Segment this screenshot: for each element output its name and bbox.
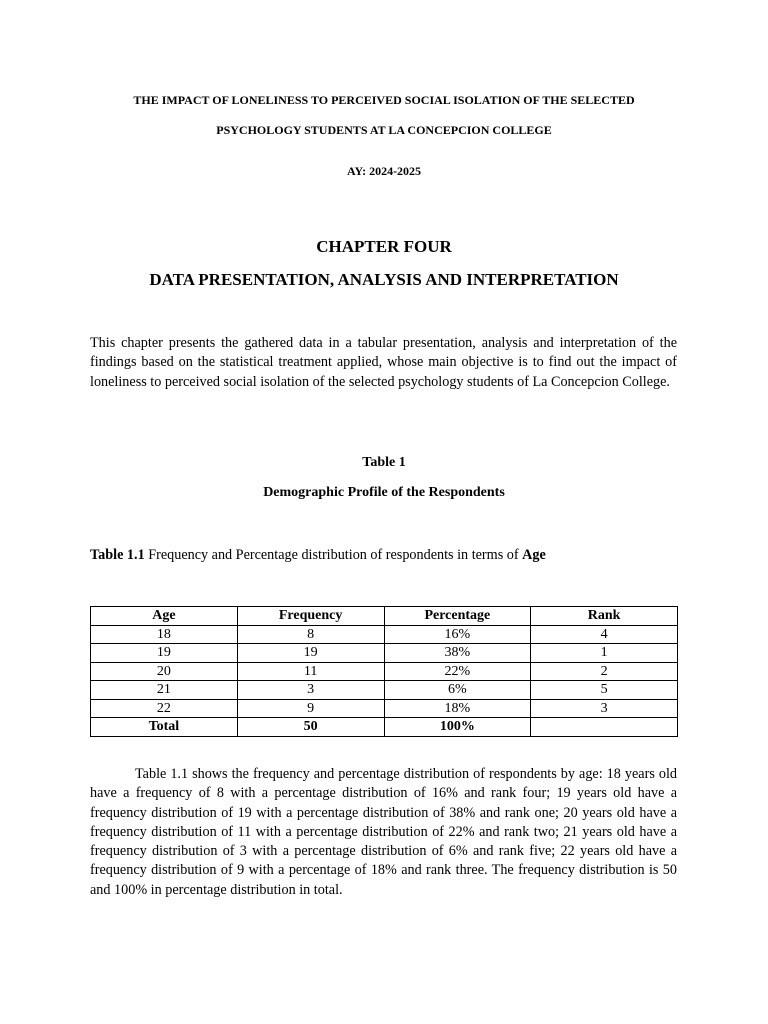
table-header-row: [91, 607, 678, 626]
table-title: Demographic Profile of the Respondents: [263, 485, 505, 500]
cell-total-percentage: 100%: [384, 718, 531, 737]
cell-total-rank: [531, 718, 678, 737]
chapter-title: DATA PRESENTATION, ANALYSIS AND INTERPRETATION: [149, 270, 619, 289]
table-row: [91, 662, 678, 681]
cell-age: 22: [91, 699, 238, 718]
cell-rank: 1: [531, 644, 678, 663]
table-total-row: [91, 718, 678, 737]
research-title-line-2: PSYCHOLOGY STUDENTS AT LA CONCEPCION COLLEGE: [216, 123, 552, 137]
cell-frequency: 3: [237, 681, 384, 700]
table-caption-text: Frequency and Percentage distribution of respondents in terms of: [144, 547, 523, 563]
table-row: [91, 699, 678, 718]
cell-percentage: 38%: [384, 644, 531, 663]
cell-total-frequency: 50: [237, 718, 384, 737]
cell-age: 19: [91, 644, 238, 663]
cell-rank: 5: [531, 681, 678, 700]
cell-percentage: 18%: [384, 699, 531, 718]
cell-age: 18: [91, 625, 238, 644]
header-rank: Rank: [531, 607, 678, 626]
cell-age: 20: [91, 662, 238, 681]
chapter-number: CHAPTER FOUR: [316, 237, 452, 256]
cell-frequency: 9: [237, 699, 384, 718]
table-label: Table 1: [362, 455, 406, 470]
cell-total-label: Total: [91, 718, 238, 737]
cell-age: 21: [91, 681, 238, 700]
academic-year: AY: 2024-2025: [346, 164, 422, 178]
header-percentage: Percentage: [384, 607, 531, 626]
cell-frequency: 8: [237, 625, 384, 644]
table-row: [91, 681, 678, 700]
table-caption: [90, 546, 690, 565]
cell-rank: 3: [531, 699, 678, 718]
cell-percentage: 22%: [384, 662, 531, 681]
table-caption-emphasis: Age: [522, 547, 546, 563]
analysis-paragraph: Table 1.1 shows the frequency and percentage distribution of respondents by age: 18 years old have a frequency of 8 with a percentage distribution of 16% and rank four; 19 years old have a frequency distribution of 19 with a percentage distribution of 38% and rank one; 20 years old have a frequency distribution of 11 with a percentage distribution of 22% and rank two; 21 years old have a frequency distribution of 3 with a percentage distribution of 6% and rank five; 22 years old have a frequency distribution of 9 with a percentage of 18% and rank three. The frequency distribution is 50 and 100% in percentage distribution in total.: [90, 766, 677, 898]
table-row: [91, 644, 678, 663]
intro-paragraph: This chapter presents the gathered data in a tabular presentation, analysis and interpretation of the findings based on the statistical treatment applied, whose main objective is to find out the impact of loneliness to perceived social isolation of the selected psychology students of La Concepcion College.: [90, 335, 677, 390]
cell-rank: 4: [531, 625, 678, 644]
age-distribution-table: [90, 606, 678, 737]
header-age: Age: [91, 607, 238, 626]
header-frequency: Frequency: [237, 607, 384, 626]
table-caption-label: Table 1.1: [90, 547, 145, 563]
table-row: [91, 625, 678, 644]
research-title-line-1: THE IMPACT OF LONELINESS TO PERCEIVED SOCIAL ISOLATION OF THE SELECTED: [133, 93, 635, 107]
cell-percentage: 16%: [384, 625, 531, 644]
cell-rank: 2: [531, 662, 678, 681]
cell-frequency: 19: [237, 644, 384, 663]
cell-frequency: 11: [237, 662, 384, 681]
cell-percentage: 6%: [384, 681, 531, 700]
